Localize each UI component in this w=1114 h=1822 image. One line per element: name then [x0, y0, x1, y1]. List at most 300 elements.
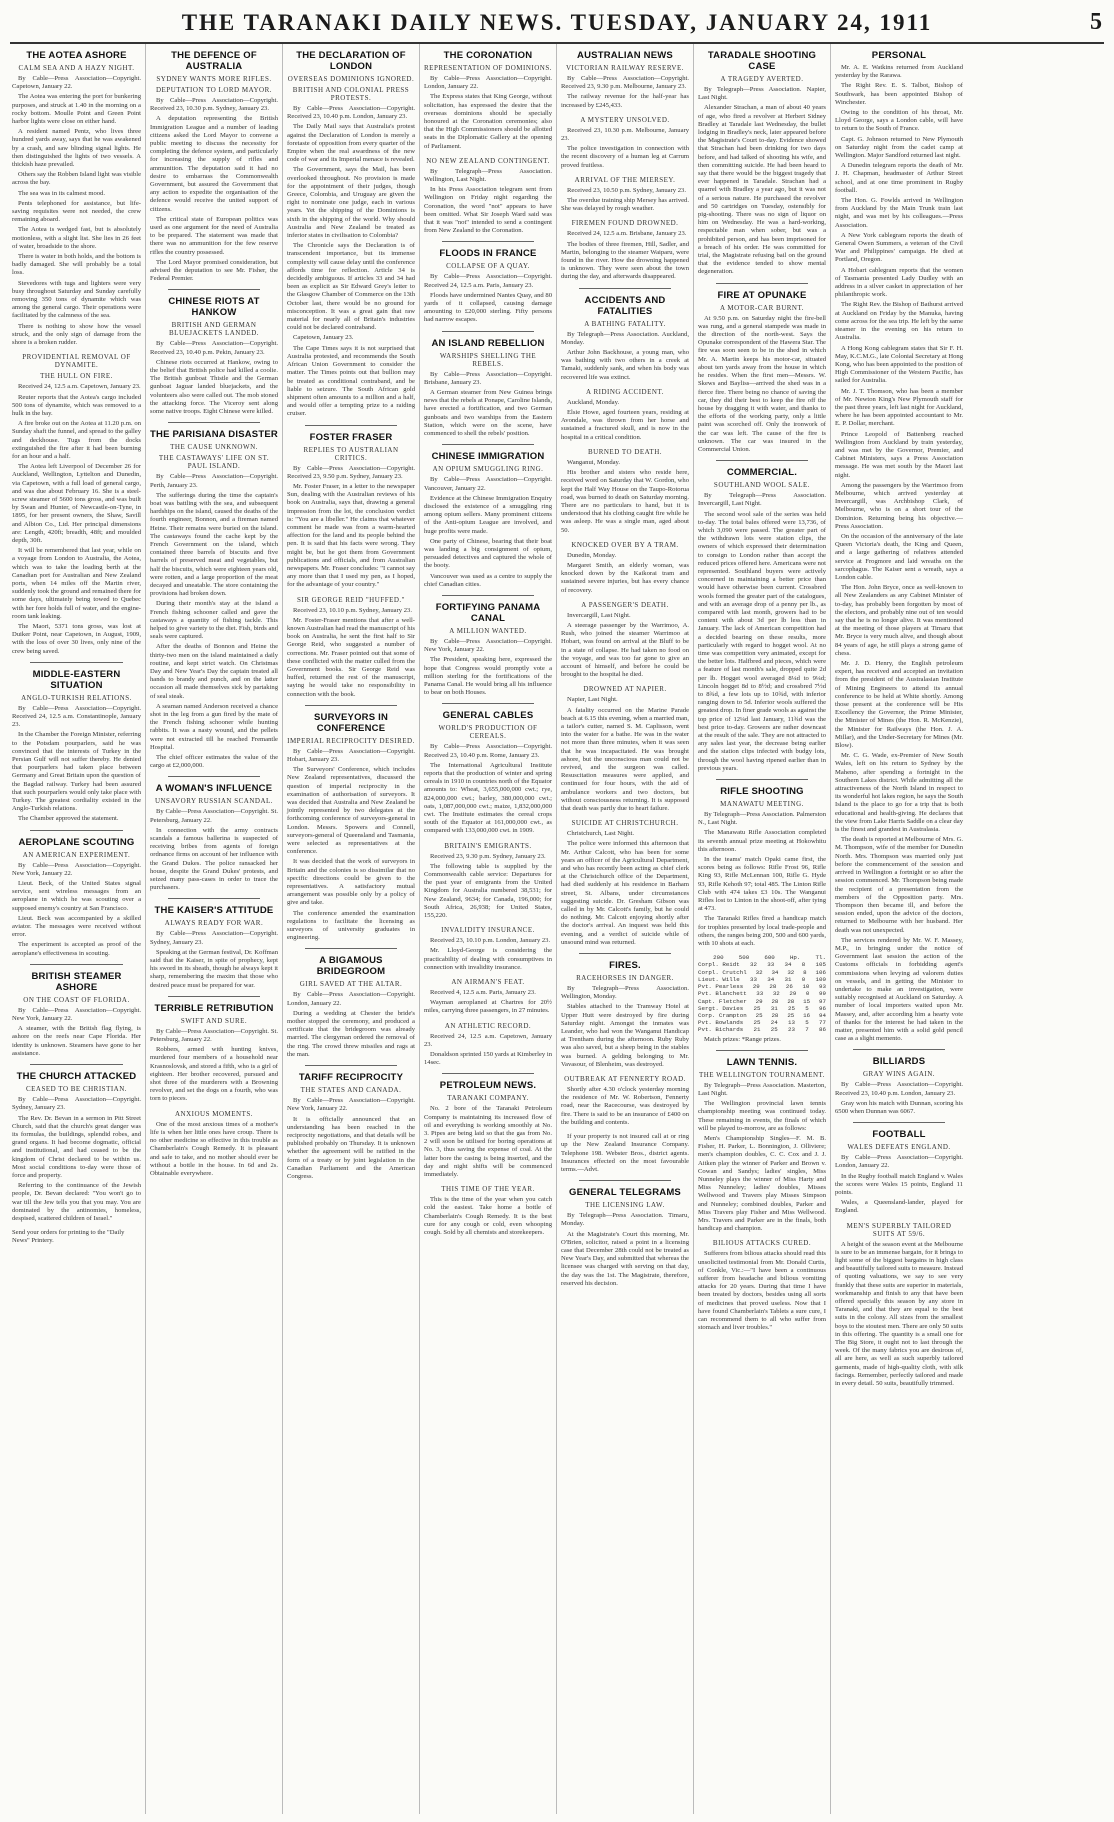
news-column — [693, 44, 830, 1814]
article-divider — [305, 1065, 397, 1066]
article-subheading: ANGLO-TURKISH RELATIONS. — [21, 693, 132, 702]
article-paragraph: A steamer, with the British flag flying, is ashore on the reefs near Cape Florida. Her identity is unknown. Steamers have gone to her assistance. — [12, 1025, 141, 1057]
table-cell: 31 — [770, 1004, 778, 1012]
article-paragraph: The Cape Times says it is not surprised that Australia protested, and recommends the South African Union Government to consider the matter. The Times points out that bullion may be treated as conditional contraband, and be liable to seizure. The South African gold shipment often amounts to a million and a half, and would offer a tempting prize to a raiding cruiser. — [287, 344, 415, 418]
article-headline: FORTIFYING PANAMA CANAL — [435, 601, 541, 624]
article-paragraph: Evidence at the Chinese Immigration Enquiry disclosed the existence of a smuggling ring among opium sellers. Many prominent citizens of the Anti-opium League are involved, and huge profits were made. — [424, 494, 552, 535]
article — [561, 50, 689, 110]
table-cell: 77 — [819, 1019, 826, 1027]
article-subheading: THE CAUSE UNKNOWN. — [170, 443, 258, 452]
article-paragraph: During their month's stay at the island a French fishing schooner called and gave the castaways a quantity of fishing tackle. This helped to give variety to the diet. Fish, birds and seals were captured. — [150, 600, 278, 641]
article-paragraph: The critical state of European politics was used as one argument for the need of Australia to be prepared. The statement was made that there was no ammunition for the few reserve rifles the country possessed. — [150, 215, 278, 256]
article-paragraph: Received 23, 9.30 p.m. Sydney, January 23. — [430, 852, 546, 860]
table-cell: 25 — [755, 1011, 763, 1019]
article — [561, 1075, 689, 1127]
article — [150, 905, 278, 989]
article-paragraph: Mr. C. G. Wade, ex-Premier of New South Wales, left on his return to Sydney by the Maheno, after spending a fortnight in the Southern Lakes district. While admitting all the attractiveness of the North Island in respect to its wonderful hot lakes region, he says the South Island is the place to go for a trip that is both educational and health-giving. He declares that the view from Lake Harris Saddle on a clear day is the finest and grandest in Australasia. — [835, 752, 964, 834]
article-paragraph: Stevedores with tugs and lighters were very busy throughout Saturday and Sunday carefully removing 350 tons of dynamite which was among the general cargo. Their operations were facilitated by the calmness of the sea. — [12, 279, 141, 320]
table-cell: 34 — [767, 975, 775, 983]
table-cell: 32 — [772, 990, 780, 998]
article — [561, 448, 689, 535]
article-paragraph: A New York cablegram reports the death of General Owen Summers, a veteran of the Civil War and Philippines' campaign. He died at Portland, Oregon. — [835, 231, 963, 264]
article-paragraph: Received 23, 10.50 p.m. Sydney, January 23. — [567, 186, 686, 194]
article-headline: LAWN TENNIS. — [726, 1056, 798, 1068]
table-header-cell: Tl. — [815, 954, 826, 962]
article-paragraph: By Cable—Press Association—Copyright. Received 23, 10.30 p.m. Sydney, January 23. — [150, 97, 278, 113]
table-row — [698, 990, 826, 997]
article-paragraph: The chief officer estimates the value of the cargo at £2,000,000. — [150, 754, 278, 770]
table-cell: 33 — [756, 990, 764, 998]
article — [150, 50, 278, 283]
article — [698, 1057, 826, 1234]
article — [424, 1080, 552, 1179]
printery-note: Send your orders for printing to the "Daily News" Printery. — [12, 1229, 125, 1245]
article-paragraph: Wales, a Queensland-lander, played for England. — [835, 1199, 963, 1215]
article — [424, 602, 552, 697]
article-paragraph: Lieut. Beck was accompanied by a skilled aviator. The messages were received without error. — [12, 914, 141, 939]
table-header-row — [698, 954, 826, 961]
article-headline: CHINESE IMMIGRATION — [431, 451, 545, 463]
article-paragraph: By Cable—Press Association—Copyright. New York, January 22. — [12, 1006, 141, 1023]
article-subheading: REPRESENTATION OF DOMINIONS. — [424, 64, 552, 72]
table-cell: 13 — [788, 1019, 795, 1027]
article — [561, 960, 689, 1069]
article — [287, 596, 415, 699]
article-headline: FOOTBALL — [872, 1129, 926, 1141]
table-cell: 21 — [753, 1026, 761, 1034]
article-paragraph: At 9.50 p.m. on Saturday night the fire-bell was rung, and a general stampede was made in the direction of the north-west. Says the Opunake correspondent of the Hawera Star. The fire was soon seen to be in the shed in which Mr. A. Martin keeps his motor-car, situated about ten yards away from the house in which he resides. When the first men—Messrs. W. Skews and Bayliss—arrived the shed was in a fierce fire. There being no chance of saving the car, they did their best to keep the fire off the house by dragging it with water, and thanks to the efforts of the working party, only a little paint was scorched off. Only the ironwork of the car was left. The cause of the fire is unknown. The car was insured in the Commercial Union. — [698, 314, 826, 453]
article — [424, 338, 552, 439]
article-paragraph: A resident named Pentz, who lives three hundred yards away, says that he was awakened by a crash, and saw blinding signal lights. He then distinguished the lights of two vessels. A thickish haze prevailed. — [12, 128, 141, 169]
article — [698, 1239, 826, 1332]
article — [424, 157, 552, 236]
article-paragraph: Received 4, 12.5 a.m. Paris, January 23. — [430, 989, 536, 997]
article-headline: FIRE AT OPUNAKE — [717, 289, 807, 301]
article-paragraph: Reuter reports that the Aotea's cargo included 500 tons of dynamite, which was removed to a hulk in the bay. — [12, 393, 141, 417]
article-divider — [168, 996, 260, 997]
article-divider — [716, 283, 808, 284]
table-cell: 28 — [787, 997, 795, 1005]
article-paragraph: Capetown, January 23. — [293, 334, 354, 342]
results-table — [698, 954, 826, 1033]
article — [698, 290, 826, 454]
article-paragraph: By Cable—Press Association—Copyright. Sydney, January 23. — [12, 1096, 141, 1112]
article-paragraph: By Telegraph—Press Association. Auckland, Monday. — [561, 330, 689, 346]
table-cell: Pvt. Blanchett — [698, 990, 747, 998]
article-divider — [579, 288, 671, 289]
article — [150, 783, 278, 892]
table-row — [698, 1026, 826, 1033]
article-headline: GENERAL CABLES — [442, 710, 534, 722]
article — [424, 1185, 552, 1237]
article-subheading: PROVIDENTIAL REMOVAL OF DYNAMITE. — [22, 353, 131, 370]
article-subheading: BILIOUS ATTACKS CURED. — [712, 1239, 812, 1248]
table-header-cell: 500 — [738, 954, 750, 962]
article-subheading: ON THE COAST OF FLORIDA. — [23, 995, 130, 1004]
article-paragraph: Received 24, 12.5 a.m. Brisbane, January 23. — [567, 230, 687, 238]
article-paragraph: Pents telephoned for assistance, but life-saving requisites were not needed, the crew remaining aboard. — [12, 199, 141, 224]
article-paragraph: Mr. J. T. Thomson, who has been a member of Mr. Newton King's New Plymouth staff for the past three years, left last night for Auckland, where he has been appointed accountant to Mr. E. P. Dollar, merchant. — [835, 387, 963, 428]
article-paragraph: In connection with the army contracts scandals a famous ballerina is suspected of receiving bribes from agents of foreign ordnance firms on account of her influence with the Grand Dukes. The police ransacked her house, despite the Grand Dukes' protests, and seized many pass-cases in order to trace the purchasers. — [150, 826, 278, 892]
article-headline: THE CHURCH ATTACKED — [16, 1071, 137, 1083]
article-paragraph: Gray won his match with Dunnan, scoring his 6500 when Dunnan was 6067. — [835, 1099, 963, 1115]
article — [561, 219, 689, 281]
article-subheading: THIS TIME OF THE YEAR. — [441, 1185, 535, 1194]
article — [561, 601, 689, 680]
article-divider — [30, 662, 123, 663]
table-cell: Corpl. Reidt — [698, 961, 740, 969]
article-headline: AEROPLANE SCOUTING — [18, 836, 135, 848]
article-paragraph: In the Chamber the Foreign Minister, referring to the Potsdam pourparlers, said he was convinced that the interests of Turkey in the Persian Gulf will not suffer thereby. He denied that pourparlers had taken place between Germany and Great Britain upon the question of the Bagdad railway. Turkey had been assured that such pourparlers would only take place with Turkey. The greatest cordiality existed in the Anglo-Turkish relations. — [12, 731, 141, 813]
table-row — [698, 1005, 826, 1012]
article — [12, 669, 141, 824]
table-row — [698, 976, 826, 983]
table-cell: 96 — [819, 1004, 826, 1012]
article-headline: THE CORONATION — [443, 50, 533, 61]
article-paragraph: The police investigation in connection with the recent discovery of a human leg at Carrum proved fruitless. — [561, 145, 689, 169]
article-paragraph: Capt. G. Johnson returned to New Plymouth on Saturday night from the cadet camp at Wellington. Major Sandford returned last night. — [835, 135, 963, 160]
article — [698, 786, 826, 948]
article-subheading: WALES DEFEATS ENGLAND. — [847, 1143, 951, 1152]
article-subheading: DROWNED AT NAPIER. — [583, 685, 667, 694]
article-divider — [30, 1064, 123, 1065]
table-cell: 100 — [815, 975, 826, 983]
table-cell: 0 — [801, 975, 806, 983]
article-paragraph: Floods have undermined Nantes Quay, and 80 yards of it collapsed, causing damage amounting to £20,000 sterling. Fifty persons had narrow escapes. — [424, 291, 552, 324]
article — [424, 978, 552, 1016]
article-subheading: VICTORIAN RAILWAY RESERVE. — [565, 64, 685, 72]
table-cell: 5 — [805, 1019, 809, 1027]
table-row — [698, 1019, 826, 1026]
article-paragraph: The experiment is accepted as proof of the aeroplane's effectiveness in scouting. — [12, 941, 141, 957]
article-paragraph: By Cable—Press Association—Copyright. New York, January 22. — [424, 637, 552, 654]
article-subheading: SIR GEORGE REID "HUFFED." — [296, 595, 406, 604]
table-cell: 8 — [803, 968, 807, 976]
table-cell: 33 — [750, 975, 757, 983]
article-paragraph: Arthur John Backhouse, a young man, who was bathing with two others in a creek at Tamaki, suddenly sank, and when his body was recovered life was extinct. — [561, 349, 689, 381]
article-paragraph: Napier, Last Night. — [567, 696, 618, 704]
article-divider — [30, 830, 123, 831]
article-divider — [305, 425, 397, 426]
article-paragraph: During a wedding at Chester the bride's mother stopped the ceremony, and produced a certificate that the bridegroom was already married. The clergyman ordered the removal of the ring. The crowd threw missiles and rags at the man. — [287, 1009, 415, 1058]
table-header-cell: 600 — [764, 954, 775, 962]
article-paragraph: Wanganui, Monday. — [567, 458, 621, 466]
article — [561, 685, 689, 813]
article-paragraph: By Cable—Press Association—Copyright. St. Petersburg, January 22. — [150, 808, 278, 824]
article-headline: TARIFF RECIPROCITY — [298, 1072, 404, 1084]
table-header-cell: Hp. — [789, 954, 801, 962]
article-paragraph: The Surveyors' Conference, which includes New Zealand representatives, discussed the question of imperial reciprocity in the examination of authorisation of surveyors. It was decided that Australia and New Zealand be jointly represented by two delegates at the forthcoming conference of surveyors-general in London. Messrs. Spowers and Connell, surveyors-general of Queensland and Tasmania, were selected as representatives at the conference. — [287, 766, 415, 856]
article-paragraph: The bodies of three firemen, Hill, Sadler, and Martin, belonging to the steamer Waiparu, were found in the river. How the drowning happened is unknown. They were seen about the town during the day, and afterwards disappeared. — [561, 240, 689, 281]
article-paragraph: If your property is not insured call at or ring up the New Zealand Insurance Company. Telephone 198. Webster Bros., district agents. Insurances effected on the most favourable terms.—Advt. — [561, 1133, 689, 1173]
article-paragraph: By Cable—Press Association—Copyright. Received 23, 10.40 p.m. Pekin, January 23. — [150, 340, 278, 356]
newspaper-title: THE TARANAKI DAILY NEWS. TUESDAY, JANUARY 24, 1911 — [181, 10, 933, 35]
article — [561, 541, 689, 595]
article — [424, 1022, 552, 1068]
article-subheading: BRITAIN'S EMIGRANTS. — [444, 841, 532, 850]
article-paragraph: The railway revenue for the half-year has increased by £245,433. — [561, 93, 689, 109]
article-paragraph: Mr. Foster-Fraser mentions that after a well-known Australian had read the manuscript of his book on Australia, he sent the first half to Sir George Reid, who suggested a number of corrections. Mr. Fraser pointed out that some of these conflicted with the matter culled from the Government books. Sir George Reid was huffed, returned the rest of the manuscript, saying he would take no responsibility in connection with the book. — [287, 616, 415, 698]
article-subheading: A BATHING FATALITY. — [584, 319, 666, 328]
table-cell: Pvt. Bowlands — [698, 1019, 744, 1027]
table-cell: 97 — [819, 997, 826, 1005]
article-subheading: A MYSTERY UNSOLVED. — [580, 115, 670, 124]
article-paragraph: In his Press Association telegram sent from Wellington on Friday night regarding the Coronation, the word "not" appears to have been omitted. What Sir Joseph Ward said was that it was "not" intended to send a contingent from New Zealand to the Coronation. — [424, 186, 552, 235]
article-paragraph: The Rev. Dr. Bevan in a sermon in Pitt Street Church, said that the church's great danger was its formulas, the buildings, splendid robes, and grand organs. It had become dogmatic, official and institutional, and had ceased to be the kingdom of Christ declared to be within us. Most social conditions to-day were those of force and property. — [12, 1114, 141, 1179]
article-subheading: AN OPIUM SMUGGLING RING. — [432, 465, 544, 474]
article-subheading: OVERSEAS DOMINIONS IGNORED. — [287, 75, 415, 83]
article-paragraph: Received 24, 12.5 a.m. Capetown, January 23. — [18, 383, 141, 391]
article-paragraph: A Hong Kong cablegram states that Sir F. H. May, K.C.M.G., late Colonial Secretary at Hong Kong, who has been appointed to the position of High Commissioner of the Western Pacific, has sailed for Australia. — [835, 344, 964, 385]
article-paragraph: The Government, says the Mail, has been overlooked throughout. No provision is made for the appointment of their judges, though Greece, Colombia, and Uruguay are given the right to nominate one judge, each in various years. Yet the shipping of the Dominions is sixth in the shipping of the world. Why should Australia and New Zealand be treated as inferior states in civilisation to Colombia? — [287, 166, 415, 240]
article-subheading: OUTBREAK AT FENNERTY ROAD. — [564, 1075, 686, 1084]
table-row — [698, 998, 826, 1005]
table-cell: Sergt. Davies — [698, 1004, 744, 1012]
article — [835, 1129, 963, 1215]
article-paragraph: Shortly after 4.30 o'clock yesterday morning the residence of Mr. W. Robertson, Fennerty road, near the Racecourse, was destroyed by fire. There is said to be an insurance of £400 on the building and contents. — [561, 1086, 689, 1126]
article-paragraph: No. 2 bore of the Taranaki Petroleum Company is maintaining its increased flow of oil and everything is working smoothly at No. 3. Pipes are being laid so that the gas from No. 2 will soon be utilised for boring operations at No. 3, thus saving the expense of coal. At the latter bore the casing is being inserted, and the day and night shifts will be commenced immediately. — [424, 1105, 552, 1179]
article-paragraph: Received 23, 10.10 p.m. London, January 23. — [430, 937, 551, 945]
table-cell: Capt. Fletcher — [698, 997, 747, 1005]
article-headline: FIRES. — [609, 960, 641, 972]
article — [287, 432, 415, 590]
article-headline: RIFLE SHOOTING — [720, 786, 804, 798]
article-divider — [442, 703, 534, 704]
article-headline: THE DECLARATION OF LONDON — [296, 50, 406, 72]
article-paragraph: A German steamer from New Guinea brings news that the rebels at Ponape, Caroline Islands, have erected a fortification, and two German gunboats and two warships from the Eastern Station, which were on the scene, have commenced to shell the rebels' position. — [424, 389, 552, 438]
article-subheading: ANXIOUS MOMENTS. — [174, 1109, 253, 1118]
article-divider — [30, 964, 123, 965]
table-cell: 28 — [771, 1011, 779, 1019]
article-paragraph: A Hobart cablegram reports that the women of Tasmania presented Lady Dudley with an address in a silver casket in appreciation of her philanthropic work. — [835, 266, 963, 299]
article-paragraph: The Daily Mail says that Australia's protest against the Declaration of London is merely a foretaste of opposition from every quarter of the Empire when the real awardness of the new code of war and its Imperial menace is revealed. — [287, 123, 415, 164]
article — [698, 50, 826, 277]
article — [150, 1003, 278, 1104]
table-cell: 5 — [805, 1004, 809, 1012]
article-paragraph: The second wool sale of the series was held to-day. The total bales offered were 13,736, of which 3,090 were passed. The greater part of the withdrawn lots were station clips, the owners of which expressed their determination to consign to London rather than accept the reduced prices offered here. Americans were not represented. Southland buyers were actively concerned in maintaining a better price than would have otherwise been current. Crossbred wools formed the greater part of the catalogues, and with an average drop of a penny per lb., as compared with last month, growers had to be content with about 3d per lb less than in January. The lack of American competition had a decided bearing on these results, more particularly with regard to hogget wool. At no time was competition very animated, except for the better lots. Halfbred and pieces, which were a feature of last month's sale, dropped quite 2d per lb. Hogget wool averaged 8¼d to 9¼d; Lincoln hogget 8d to 8½d; and crossbred 7½d to 8¾d, a few lots up to 10¾d, with inferior ranging down to 5d. Inferior wools suffered the greatest drop. In finer grade wools as against the top price of 12¼d last January, 11¾d was the best price to-day. Growers are rather downcast at the result of the sale. They are not attracted to any sales last year, the decrease being earlier and the station clips infected with budgy lots, through the wool having ripened earlier than in previous years. — [698, 510, 826, 772]
article-subheading: REPLIES TO AUSTRALIAN CRITICS. — [303, 445, 399, 462]
article-paragraph: There is nothing to show how the vessel struck, and the only sign of damage from the shore is a broken rudder. — [12, 322, 141, 347]
table-cell: 32 — [755, 968, 763, 976]
article-paragraph: Chinese riots occurred at Hankow, owing to the belief that British police had killed a coolie. The British gunboat Thistle and the German gunboat Jaguar landed bluejackets, and the volunteers also were called out. The mob stoned the attacking force. The Viceroy sent along some native troops. Eight Chinese were killed. — [150, 358, 278, 416]
article-paragraph: The Chamber approved the statement. — [18, 815, 119, 823]
article-headline: THE AOTEA ASHORE — [26, 50, 127, 61]
article — [424, 710, 552, 835]
article-paragraph: Mr. Foster Fraser, in a letter to the newspaper Sun, dealing with the Australian reviews of his book on Australia, says that, drawing a general impression from the lot, the conclusion verdict is: "You are a libeller." He claims that whatever comment he made was from a warm-hearted affection for the land and its people behind the pen. It is said that his facts were wrong. They might be, but he got them from Government publications and officials, and from Australian newspapers. Mr. Fraser concludes: "I cannot say any more than that I used my pen, as I hoped, for the advantage of your country." — [287, 482, 415, 589]
article-paragraph: The Maori, 5371 tons gross, was lost at Duiker Point, near Capetown, in August, 1909, with the loss of over 30 lives, only nine of the crew being saved. — [12, 622, 141, 655]
article-paragraph: By Cable—Press Association—Copyright. Vancouver, January 22. — [424, 476, 552, 492]
article-paragraph: Received 24, 12.5 a.m. Capetown, January 23. — [424, 1032, 552, 1048]
table-cell: 86 — [819, 1026, 826, 1034]
article-paragraph: The services rendered by Mr. W. F. Massey, M.P., in bringing under the notice of Government last session the action of the Customs officials in forbidding agent's commissions when levying ad valorem duties on vessels, and in getting the Minister to undertake to make an investigation, were suitably recognised at Auckland on Saturday. A number of local importers waited upon Mr. Massey, and, after according him a hearty vote of thanks for the interest he had taken in the matter, presented him with a solid gold pencil case as a slight memento. — [835, 936, 963, 1043]
article-subheading: MEN'S SUPERBLY TAILORED SUITS AT 59/6. — [846, 1221, 952, 1238]
article-subheading: AN ATHLETIC RECORD. — [444, 1021, 532, 1030]
article-paragraph: By Cable—Press Association—Copyright. London, January 22. — [424, 75, 552, 91]
article-subheading: CALM SEA AND A HAZY NIGHT. — [18, 64, 135, 72]
table-cell: 33 — [767, 961, 775, 969]
article-headline: GENERAL TELEGRAMS — [569, 1187, 681, 1199]
article-headline: THE DEFENCE OF AUSTRALIA — [171, 50, 257, 72]
article — [424, 50, 552, 151]
article-paragraph: The Right Rev. E. S. Talbot, Bishop of Southwark, has been appointed Bishop of Winchester. — [835, 82, 963, 106]
article — [150, 429, 278, 770]
news-column — [419, 44, 556, 1814]
article-paragraph: A deputation representing the British Immigration League and a number of leading citizens asked the Lord Mayor to convene a public meeting to discuss the necessity for completing the defence system, and particularly for increasing the supply of rifles and ammunition. The deputation said it had no desire to embarrass the Commonwealth Government, but assured the Government that any action to expedite the organisation of the defence would receive the united support of citizens. — [150, 115, 278, 213]
article-divider — [305, 705, 397, 706]
table-cell: 0 — [805, 990, 810, 998]
article — [287, 955, 415, 1059]
table-cell: Lieut. Wille — [698, 975, 740, 983]
masthead — [0, 6, 1114, 42]
article-paragraph: Robbers, armed with hunting knives, murdered four members of a household near Krasnoslovsk, and stored a fifth, who is a girl of eighteen. Her brother recovered, pursued and shot three of the murderers with a Browning revolver, and set the dogs on a fourth, who was torn to pieces. — [150, 1046, 278, 1103]
article-paragraph: Alexander Strachan, a man of about 40 years of age, who fired a revolver at Herbert Sidney Bradley at Taradale last Wednesday, the bullet lodging in Bradley's neck, later appeared before the Magistrate's Court to-day. Evidence showed that Strachan had been drinking for two days before, and had talked of shooting his wife, and then committing suicide. He had been heard to say that there would be the biggest tragedy that ever happened in Taradale. Strachan had a quarrel with Bradley a year ago, but it was not of a serious nature. He purchased the revolver and 50 cartridges on Tuesday, ostensibly for pig-shooting. There was no sign of liquor on him on Wednesday. He was a hard-working, respectable man when sober, but was a prohibited person, and has been imprisoned for a breach of his order. He was committed for trial, the Magistrate refusing bail on the ground that the evidence tended to show mental degeneration. — [698, 104, 826, 276]
article-divider — [168, 898, 260, 899]
article-divider — [853, 1122, 945, 1123]
news-column — [145, 44, 282, 1814]
article-divider — [442, 444, 534, 445]
article-paragraph: By Cable—Press Association—Copyright. Received 23, 10.40 p.m. London, January 23. — [835, 1081, 963, 1097]
article-subheading: A TRAGEDY AVERTED. — [720, 75, 804, 83]
table-cell: 29 — [789, 990, 797, 998]
article-subheading: UNSAVORY RUSSIAN SCANDAL. — [154, 797, 274, 806]
article — [561, 116, 689, 170]
article-subheading: BURNED TO DEATH. — [587, 447, 663, 456]
article-paragraph: Received 23, 10.30 p.m. Melbourne, January 23. — [561, 126, 689, 143]
news-column — [8, 44, 145, 1814]
article-headline: FLOODS IN FRANCE — [439, 248, 537, 260]
article-subheading: INVALIDITY INSURANCE. — [441, 926, 535, 935]
article-headline: FOSTER FRASER — [309, 431, 393, 443]
article — [287, 712, 415, 943]
article-divider — [168, 289, 260, 290]
article-paragraph: The Aotea was entering the port for bunkering purposes, and struck at 1.40 in the morning on a rocky bottom. Moulle Point and Green Point harbor lights were close on either hand. — [12, 93, 141, 126]
table-cell: 25 — [788, 1004, 795, 1012]
article-paragraph: By Cable—Press Association—Copyright. Brisbane, January 23. — [424, 370, 552, 386]
article-paragraph: By Telegraph—Press Association. Timaru, Monday. — [561, 1212, 689, 1228]
table-cell: 8 — [801, 961, 806, 969]
article-paragraph: On the occasion of the anniversary of the late Queen Victoria's death, the King and Queen, and a large gathering of relatives attended service at Frogmore and laid wreaths on the sarcophagus. The Kaiser sent a wreath, says a London cable. — [835, 532, 963, 581]
article-subheading: A RIDING ACCIDENT. — [586, 387, 664, 396]
article-subheading: RACEHORSES IN DANGER. — [576, 974, 674, 983]
article-paragraph: The following table is supplied by the Commonwealth cable service: Departures for the past year of emigrants from the United Kingdom for Australia numbered 38,531; for New Zealand, 9634; for Canada, 196,000; for South Africa, 26,938; for United States, 155,220. — [424, 862, 552, 920]
article-paragraph: Mr. J. D. Henry, the English petroleum expert, has received and accepted an invitation from the president of the Australasian Institute of Mining Engineers to attend its annual conference to be held at White shortly. Among those present at the conference will be His Excellency the Governor, the Prime Minister, the Minister of Mines (the Hon. R. McKenzie), the Minister for Railways (the Hon. J. A. Millar), and the Under-Secretary for Mines (Mr. Blow). — [835, 660, 963, 750]
article-paragraph: By Cable—Press Association—Copyright. Sydney, January 23. — [150, 930, 278, 946]
article-headline: SURVEYORS IN CONFERENCE — [313, 711, 389, 734]
article-subheading: TARANAKI COMPANY. — [447, 1094, 529, 1103]
article-paragraph: The Right Rev. the Bishop of Bathurst arrived at Auckland on Friday by the Manuka, having come across for the sea trip. He left by the same steamer in the evening on his return to Australia. — [835, 301, 963, 342]
article-paragraph: By Telegraph—Press Association. Napier, Last Night. — [698, 86, 826, 102]
article-subheading: AN AIRMAN'S FEAT. — [451, 978, 525, 987]
article-divider — [305, 948, 397, 949]
article-paragraph: By Cable—Press Association—Copyright. Hobart, January 23. — [287, 747, 415, 763]
table-cell: 106 — [815, 968, 826, 976]
article-subheading: BRITISH AND COLONIAL PRESS PROTESTS. — [292, 86, 410, 102]
table-cell: Corp. Crampton — [698, 1011, 747, 1019]
article-paragraph: The Hon. G. Fowlds arrived in Wellington from Auckland by the Main Trunk train last night, and was met by his colleagues.—Press Association. — [835, 197, 963, 229]
article-paragraph: Speaking at the German festival, Dr. Koffman said that the Kaiser, in spite of prophecy, kept his sword in its sheath, though he always kept it sharp, remembering the maxim that those who desired peace must be prepared for war. — [150, 948, 278, 989]
article-paragraph: By Cable—Press Association—Copyright. London, January 22. — [835, 1154, 963, 1170]
article-paragraph: The Hon. John Bryce, once as well-known to all New Zealanders as any Cabinet Minister of to-day, has probably been forgotten by most of the electors, and probably nine out of ten would say that he is no longer alive. It was mentioned at the meeting of those players at Timaru that Mr. Bryce is very much alive, and though about 84 years of age, he still plays a strong game of chess. — [835, 584, 963, 657]
article-paragraph: Auckland, Monday. — [567, 398, 620, 406]
table-cell: 15 — [803, 997, 811, 1005]
article — [12, 353, 141, 656]
article-divider — [716, 1050, 808, 1051]
table-cell: 99 — [818, 990, 826, 998]
article-paragraph: Margaret Smith, an elderly woman, was knocked down by the Kaikorai tram and sustained severe injuries, but has every chance of recovery. — [561, 561, 689, 594]
article-paragraph: A Dunedin telegram reports the death of Mr. J. H. Chapman, headmaster of Arthur Street school, and at one time prominent in Rugby football. — [835, 162, 963, 194]
table-cell: 31 — [784, 975, 792, 983]
article-paragraph: By Telegraph—Press Association. Wellington, Monday. — [561, 985, 689, 1001]
article-paragraph: The International Agricultural Institute reports that the production of winter and spring cereals in 1910 in countries north of the Equator amounts to: Wheat, 3,655,000,000 cwt.; rye, 824,000,000 cwt.; barley, 380,000,000 cwt.; oats, 1,087,000,000 cwt.; maize, 1,832,000,000 cwt. The Institute estimates the cereal crops south of the Equator at 161,000,000 cwt., as compared with 133,000,000 cwt. in 1909. — [424, 761, 552, 835]
article-subheading: COLLAPSE OF A QUAY. — [446, 262, 530, 271]
article-divider — [442, 1073, 534, 1074]
article-paragraph: It will be remembered that last year, while on a voyage from London to Australia, the Aotea, which was to take the loading berth at the Canadian port for Australian and New Zealand ports, when 14 miles off the Martin river, suddenly took the ground and remained there for some days, ultimately being towed to Quebec with her fore holds full of water, and the engine-room tank leaking. — [12, 547, 141, 620]
article-paragraph: The Wellington provincial lawn tennis championship meeting was continued today. These remaining in events, the finals of which will be played to-morrow, are as follows: — [698, 1100, 826, 1132]
article-subheading: BRITISH AND GERMAN BLUEJACKETS LANDED. — [169, 321, 259, 338]
article-subheading: WARSHIPS SHELLING THE REBELS. — [439, 351, 537, 368]
article — [424, 842, 552, 921]
article-headline: BRITISH STEAMER ASHORE — [31, 970, 122, 993]
article-paragraph: It is officially announced that an understanding has been reached in the reciprocity negotiations, and that details will be published probably on Thursday. It is unknown whether the agreement will be ratified in the form of a treaty or by joint legislation in the Canadian Parliament and the American Congress. — [287, 1115, 415, 1180]
article-paragraph: By Cable—Press Association—Copyright. Perth, January 23. — [150, 473, 278, 489]
article-divider — [442, 241, 534, 242]
table-cell: 29 — [755, 997, 763, 1005]
article-paragraph: The Lord Mayor promised consideration, but advised the deputation to see Mr. Fisher, the Federal Premier. — [150, 258, 278, 283]
article-headline: AUSTRALIAN NEWS — [577, 50, 673, 61]
article-paragraph: By Cable—Press Association—Copyright. London, January 22. — [287, 991, 415, 1007]
article-headline: AN ISLAND REBELLION — [431, 337, 545, 349]
article-paragraph: The Express states that King George, without solicitation, has expressed the desire that the overseas dominions should be specially honoured at the Coronation ceremonies; also that the High Commissioners should be allotted seats in the Diplomatic Gallery at the opening of Parliament. — [424, 93, 552, 150]
article-paragraph: One of the most anxious times of a mother's life is when her little ones have croup. There is no other medicine so effective in this trouble as Chamberlain's Cough Remedy. It is pleasant and safe to take, and no mother should ever be without a bottle in the house. In 6d and 2s. Obtainable everywhere. — [150, 1120, 278, 1177]
article — [12, 837, 141, 958]
article-paragraph: By Cable—Press Association—Copyright. Received 24, 12.5 a.m. Paris, January 23. — [424, 273, 552, 289]
article — [150, 296, 278, 416]
article-paragraph: Prince Leopold of Battenberg reached Wellington from Auckland by train yesterday, and was met by the Governor, Premier, and Cabinet Ministers, says a Press Association message. He was met south by the Maori last night. — [835, 430, 963, 479]
article-headline: THE PARISIANA DISASTER — [150, 429, 278, 441]
article-subheading: FIREMEN FOUND DROWNED. — [571, 219, 679, 228]
table-row — [698, 1012, 826, 1019]
article-divider — [853, 1049, 945, 1050]
table-cell: 28 — [771, 997, 779, 1005]
table-cell: 25 — [753, 1004, 761, 1012]
article-paragraph: A fatality occurred on the Marine Parade beach at 6.15 this evening, when a married man, a tailor's cutter, named S. M. Caplisson, went into the water for a bathe. He was in the water not more than three minutes, when it was seen that he was incapacitated. He was brought ashore, but the unconscious man could not be revived, and the surgeon was called. Resuscitation measures were applied, and continued for four hours, with the aid of ambulance workers and two doctors, but without consciousness returning. It is supposed that death was partly due to heart failure. — [561, 706, 689, 812]
article-subheading: NO NEW ZEALAND CONTINGENT. — [426, 156, 550, 165]
article-columns — [8, 44, 1106, 1814]
table-cell: 32 — [787, 968, 795, 976]
article-subheading: SYDNEY WANTS MORE RIFLES. — [156, 75, 272, 83]
article-paragraph: A seaman named Anderson received a chance shot in the leg from a gun fired by the mate of the French fishing schooner while hunting rabbits. It was a nasty wound, and the pellets were not extracted till he reached Fremantle Hospital. — [150, 702, 278, 751]
article-paragraph: Men's Championship Singles—F. M. B. Fisher, H. Parker, L. Bonnington, J. Olliviere; men's champion doubles, C. C. Cox and J. J. Aitken play the winner of Parker and Brown v. Cowan and Sandys; ladies' singles, Miss Nunneley plays the winner of Miss Harty and Miss Nunneley; ladies' doubles, Misses Wellwood and Travers play Misses Simpson and Nunneley; combined doubles, Parker and Miss Travers play Fisher and Miss Wellwood. Mrs. Travers and Parker are in the finals, both handicap and champion. — [698, 1134, 826, 1233]
article-paragraph: After the deaths of Bonnon and Heine the thirty-two men on the island maintained a daily routine, and kept strict watch. On Christmas Day and New Year's Day the captain treated all hands to brandy and punch, and on the latter occasion all made themselves sick by partaking of seal steak. — [150, 643, 278, 700]
article-headline: THE KAISER'S ATTITUDE — [154, 905, 274, 917]
article — [150, 1110, 278, 1178]
article-subheading: THE LICENSING LAW. — [585, 1201, 665, 1210]
article-paragraph: His brother and sisters who reside here, received word on Saturday that W. Gordon, who kept the Half Way House on the Taupo-Rotorua road, was burned to death on Saturday morning. There are no particulars to hand, but it is understood that his clothing caught fire while he was asleep. He was a single man, aged about 50. — [561, 469, 689, 534]
table-row — [698, 983, 826, 990]
news-column — [556, 44, 693, 1814]
article-paragraph: A steerage passenger by the Warrimoo, A. Rush, who joined the steamer Warrimoo at Hobart, was found on arrival at the Bluff to be in a state of collapse. He had taken no food on the voyage, and was too far gone to give an account of himself, and before he could be brought to the hospital he died. — [561, 621, 689, 679]
article-divider — [442, 331, 534, 332]
news-column — [282, 44, 419, 1814]
table-cell: 34 — [771, 968, 779, 976]
article-paragraph: Match prizes: *Range prizes. — [704, 1035, 781, 1043]
table-row — [698, 961, 826, 968]
article-subheading: ALWAYS READY FOR WAR. — [164, 919, 264, 928]
article-headline: ACCIDENTS AND FATALITIES — [584, 294, 666, 317]
article-paragraph: By Cable—Press Association—Copyright. New York, January 22. — [287, 1097, 415, 1113]
article-paragraph: Invercargill, Last Night. — [567, 611, 631, 619]
article-subheading: DEPUTATION TO LORD MAYOR. — [155, 86, 273, 94]
